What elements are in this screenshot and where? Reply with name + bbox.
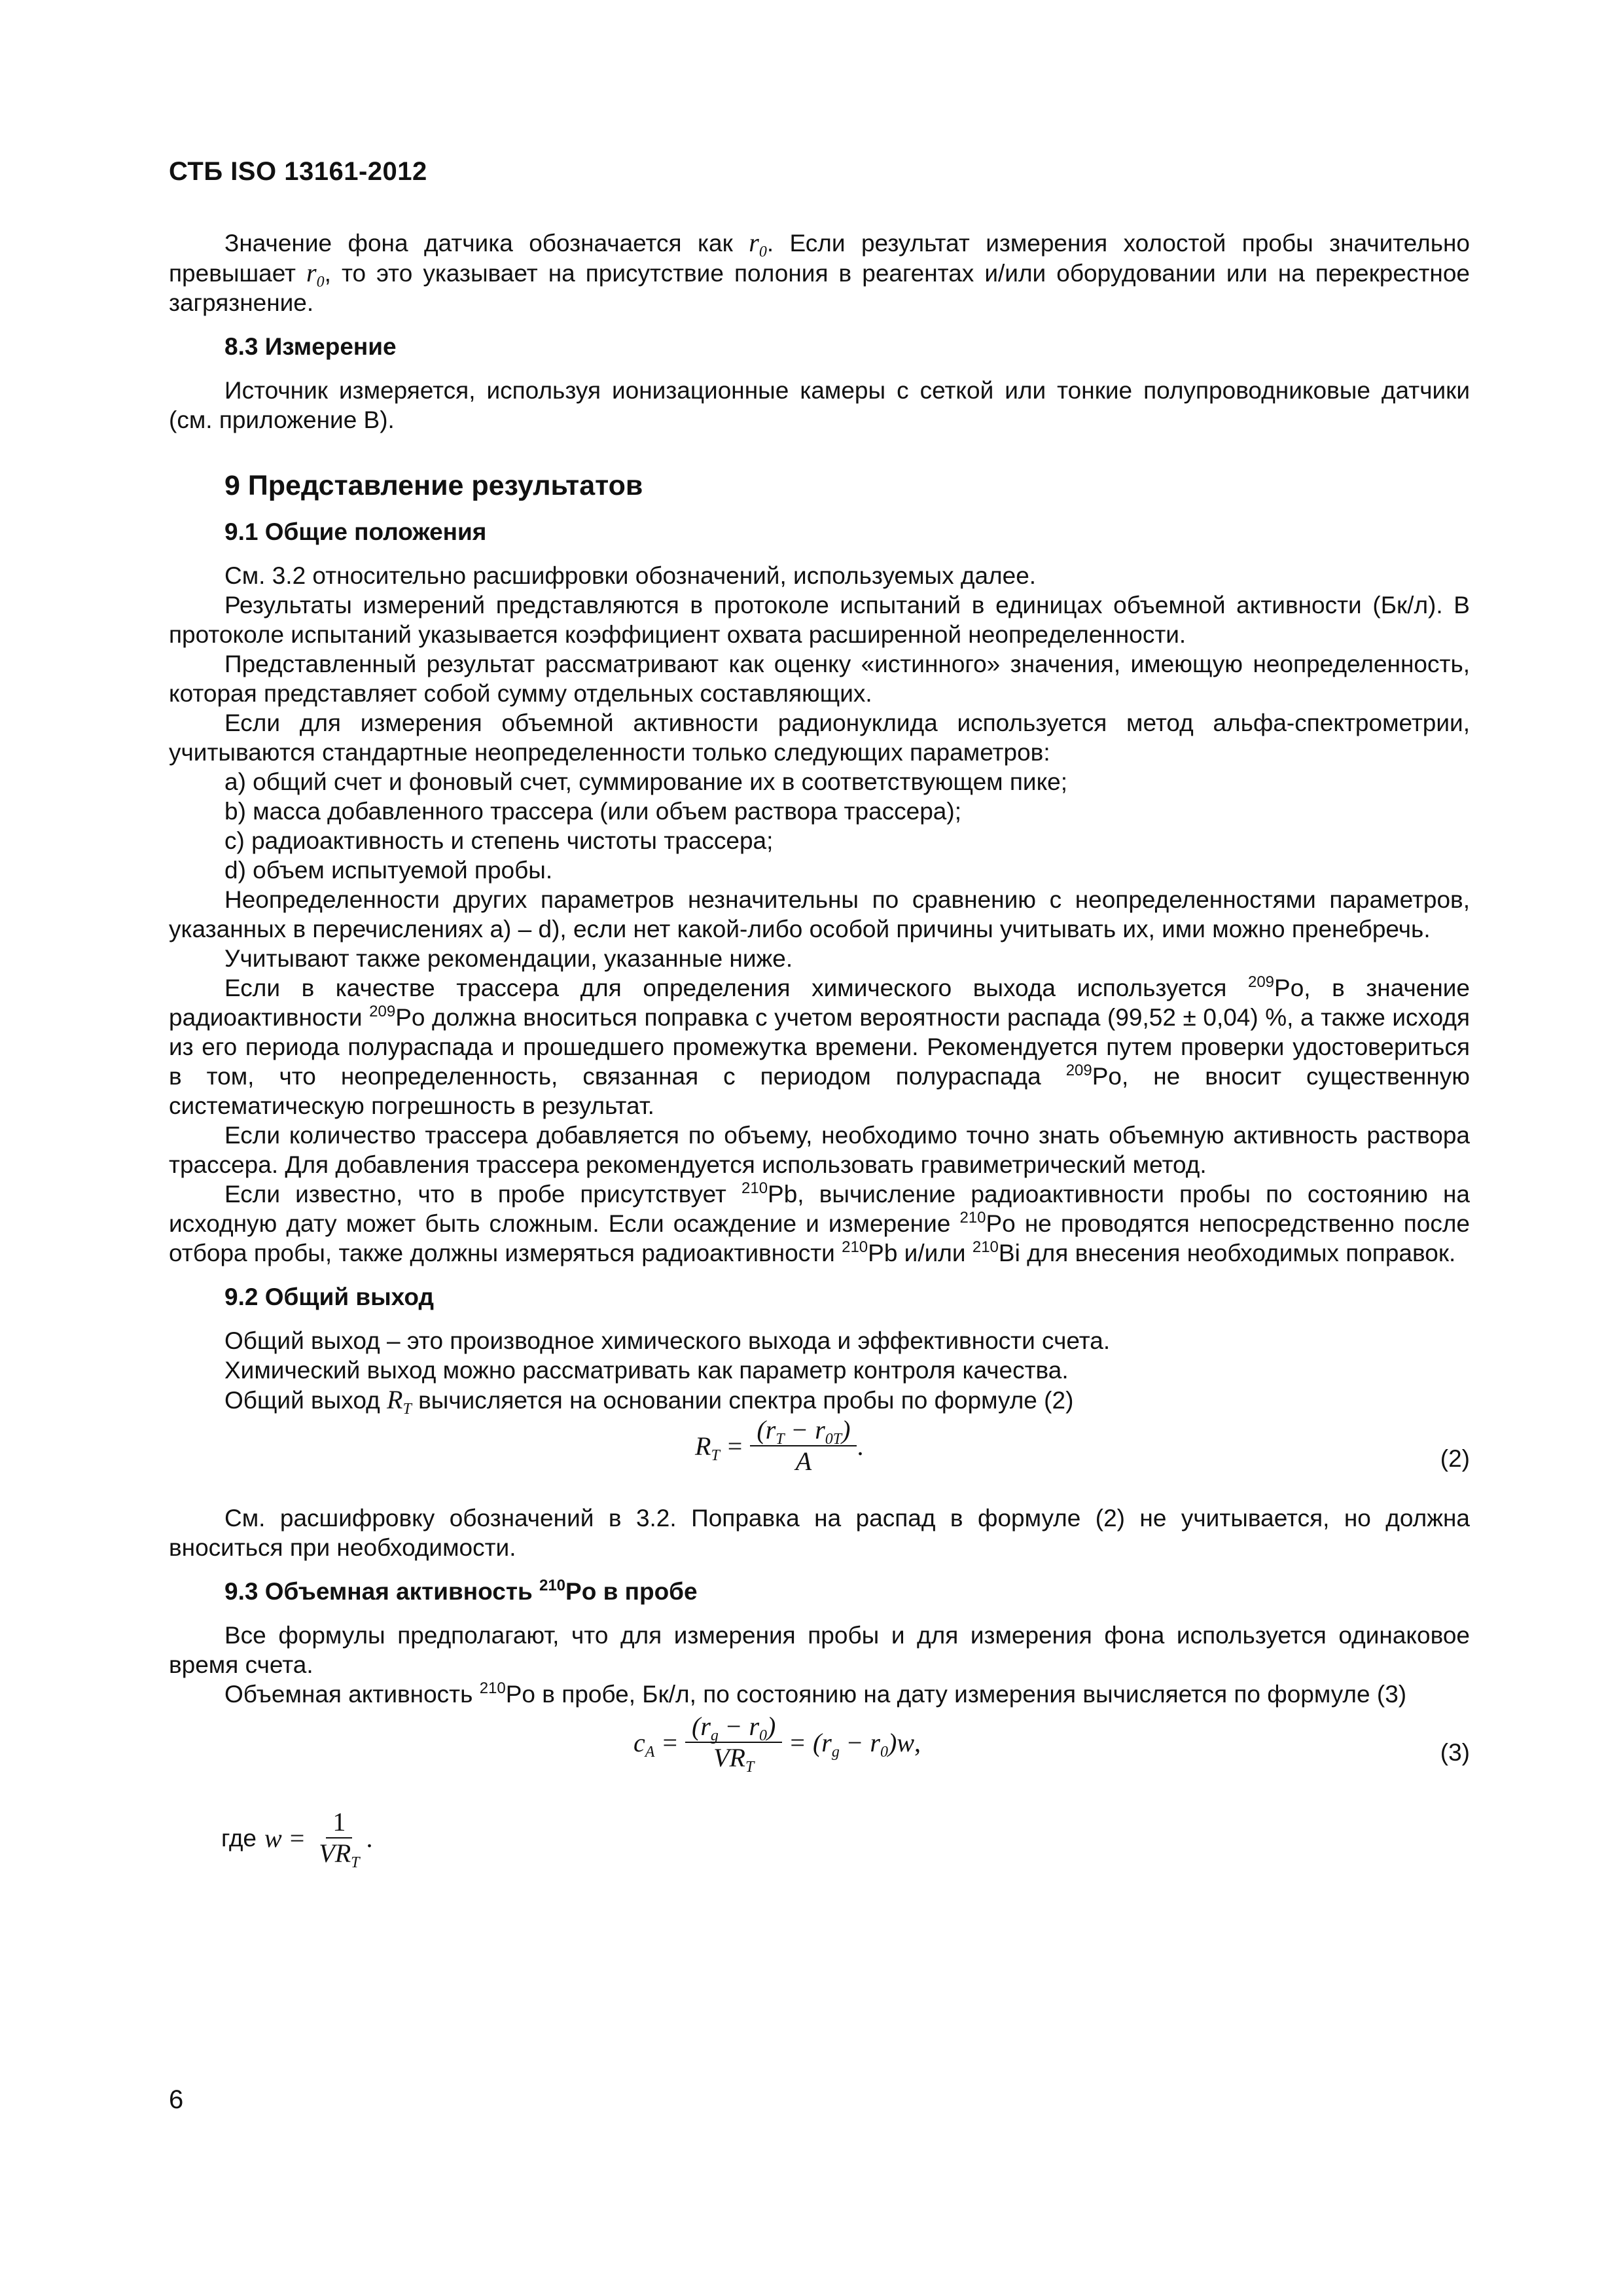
formula-3-expression: $c_A$ = $\frac{(r_g - r_0)}{VR_T}$ = ($r_g$ − $r_0)w$ , (633, 1712, 921, 1776)
s91-paragraph-3: Представленный результат рассматривают как оценку «истинного» значения, имеющую неопределенность, которая представляет собой сумму отдельных составляющих. (169, 651, 1470, 707)
standard-header: СТБ ISO 13161-2012 (169, 157, 427, 186)
section-9-2-heading: 9.2 Общий выход (224, 1283, 434, 1310)
s91-paragraph-5: Неопределенности других параметров незначительны по сравнению с неопределенностями параметров, указанных в перечислениях a) – d), если нет какой-либо особой причины учитывать их, ими можно пренебречь. (169, 886, 1470, 942)
formula-2 (169, 1415, 1470, 1503)
s92-paragraph-3: Общий выход $R_T$ вычисляется на основании спектра пробы по формуле (2) (224, 1385, 1074, 1418)
section-9-3-heading: 9.3 Объемная активность $^{210}$Po в пробе (224, 1577, 698, 1605)
s92-paragraph-2: Химический выход можно рассматривать как параметр контроля качества. (224, 1357, 1069, 1384)
list-item: d) объем испытуемой пробы. (224, 857, 553, 884)
s91-paragraph-8: Если количество трассера добавляется по объему, необходимо точно знать объемную активность раствора трассера. Для добавления трассера рекомендуется использовать гравиметрический метод. (169, 1122, 1470, 1178)
document-body (169, 228, 1470, 1912)
formula-3 (169, 1709, 1470, 1807)
formula-2-expression: $R_T$ = $\frac{(r_T - r_{0T})}{A}$ . (695, 1415, 864, 1476)
symbol-r0: $r_0$ (749, 228, 767, 260)
section-9-1-heading: 9.1 Общие положения (224, 518, 487, 545)
list-item: c) радиоактивность и степень чистоты трассера; (224, 827, 774, 854)
section-8-3-heading: 8.3 Измерение (224, 333, 397, 360)
equation-number-3: (3) (1440, 1739, 1470, 1766)
s93-paragraph-1: Все формулы предполагают, что для измерения пробы и для измерения фона используется одинаковое время счета. (169, 1622, 1470, 1678)
s92-paragraph-4: См. расшифровку обозначений в 3.2. Поправка на распад в формуле (2) не учитывается, но должна вноситься при необходимости. (169, 1505, 1470, 1561)
s91-paragraph-7: Если в качестве трассера для определения химического выхода используется $^{209}$Po, в значение радиоактивности $^{209}$Po должна вноситься поправка с учетом вероятности распада (99,52 ± 0,04) %, а также исходя из его периода полураспада и прошедшего промежутка времени. Рекомендуется путем проверки удостовериться в том, что неопределенность, связанная с периодом полураспада $^{209}$Po, не вносит существенную систематическую погрешность в результат. (169, 973, 1470, 1119)
section-8-3-paragraph: Источник измеряется, используя ионизационные камеры с сеткой или тонкие полупроводниковые датчики (см. приложение В). (169, 377, 1470, 433)
symbol-r0: $r_0$ (306, 258, 325, 291)
s91-paragraph-2: Результаты измерений представляются в протоколе испытаний в единицах объемной активности (Бк/л). В протоколе испытаний указывается коэффициент охвата расширенной неопределенности. (169, 592, 1470, 648)
s92-paragraph-1: Общий выход – это производное химического выхода и эффективности счета. (224, 1327, 1111, 1354)
equation-number-2: (2) (1440, 1445, 1470, 1472)
list-item: b) масса добавленного трассера (или объем раствора трассера); (224, 798, 961, 825)
where-definition: где w = $\frac{1}{VR_T}$ . (221, 1807, 373, 1871)
section-9-heading: 9 Представление результатов (224, 470, 643, 501)
list-item: a) общий счет и фоновый счет, суммирование их в соответствующем пике; (224, 768, 1068, 795)
s91-paragraph-4: Если для измерения объемной активности радионуклида используется метод альфа-спектрометрии, учитываются стандартные неопределенности только следующих параметров: (169, 709, 1470, 766)
s91-paragraph-6: Учитывают также рекомендации, указанные ниже. (224, 945, 793, 972)
intro-paragraph: Значение фона датчика обозначается как $r_0$. Если результат измерения холостой пробы значительно превышает $r_0$, то это указывает на присутствие полония в реагентах и/или оборудовании или на перекрестное загрязнение. (169, 228, 1470, 316)
page-number: 6 (169, 2085, 184, 2114)
s91-paragraph-1: См. 3.2 относительно расшифровки обозначений, используемых далее. (224, 562, 1037, 589)
symbol-RT: $R_T$ (387, 1385, 412, 1418)
s91-paragraph-9: Если известно, что в пробе присутствует $^{210}$Pb, вычисление радиоактивности пробы по состоянию на исходную дату может быть сложным. Если осаждение и измерение $^{210}$Po не проводятся непосредственно после отбора пробы, также должны измеряться радиоактивности $^{210}$Pb и/или $^{210}$Bi для внесения необходимых поправок. (169, 1179, 1470, 1266)
s93-paragraph-2: Объемная активность $^{210}$Po в пробе, Бк/л, по состоянию на дату измерения вычисляется по формуле (3) (224, 1679, 1407, 1708)
